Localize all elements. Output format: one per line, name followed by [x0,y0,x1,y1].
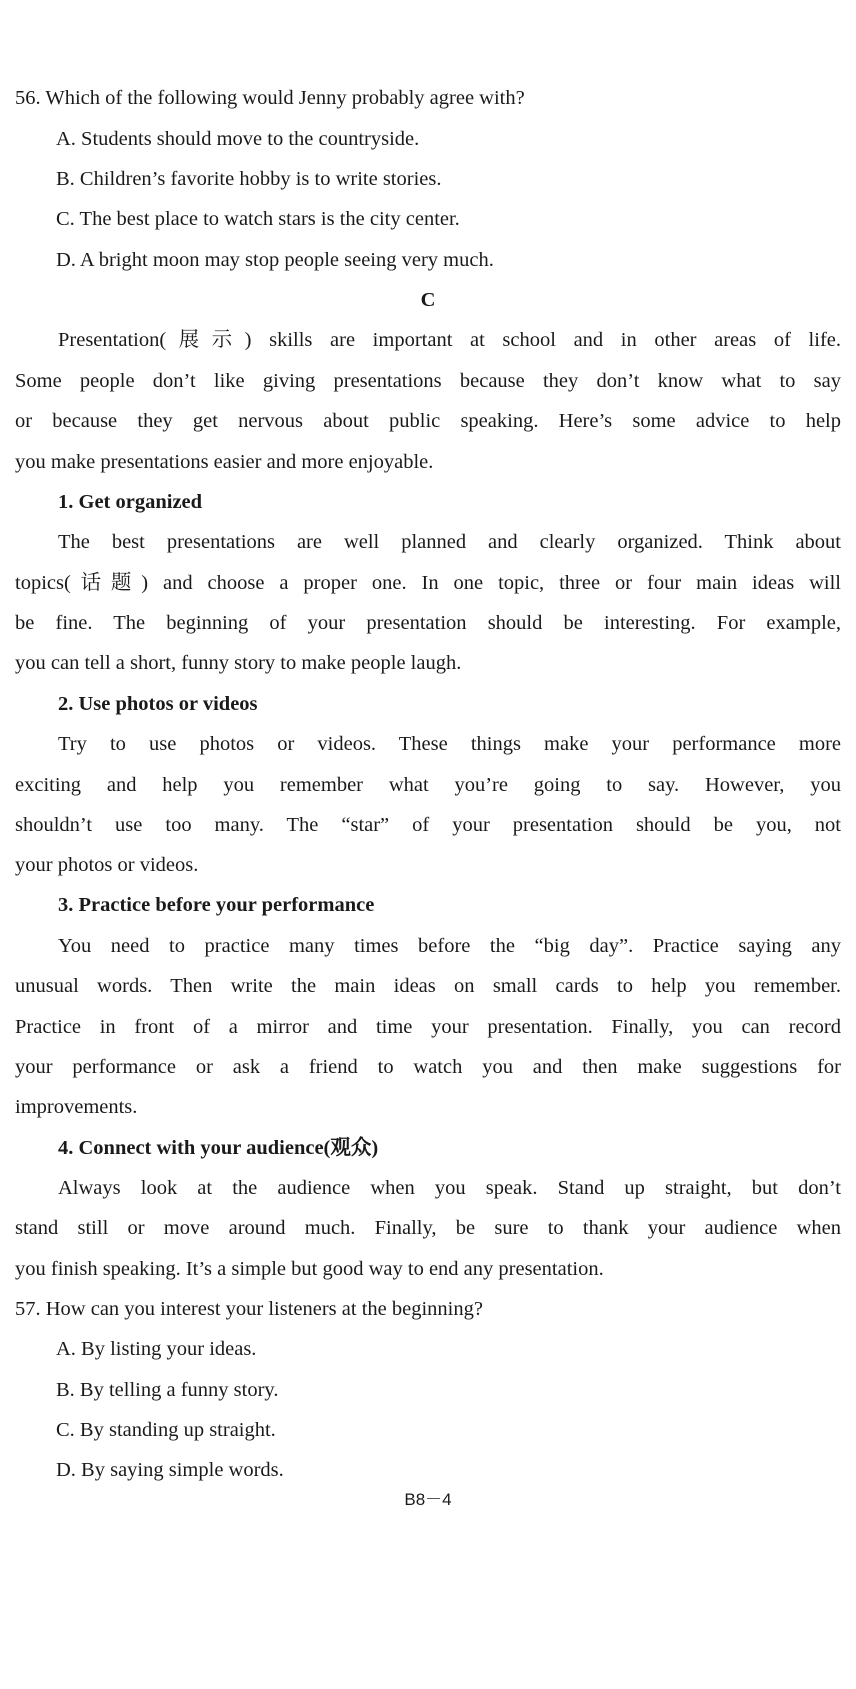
tip-heading: 4. Connect with your audience(观众) [58,1137,379,1159]
tip-heading: 1. Get organized [58,491,203,513]
intro-line: Presentation(展示) skills are important at school and in other areas of life. [58,329,841,351]
tip-line: You need to practice many times before the “big day”. Practice saying any [58,935,841,957]
tip-heading: 3. Practice before your performance [58,894,375,916]
q57-option-a: A. By listing your ideas. [56,1338,257,1360]
tip-line: Try to use photos or videos. These things make your performance more [58,733,841,755]
section-c-label: C [420,289,436,311]
tip-line: your photos or videos. [15,854,199,876]
page-number: B8－4 [404,1490,452,1509]
tip-line: Always look at the audience when you speak. Stand up straight, but don’t [58,1177,841,1199]
intro-line: Some people don’t like giving presentations because they don’t know what to say [15,370,841,392]
q56-option-d: D. A bright moon may stop people seeing very much. [56,249,494,271]
tip-line: stand still or move around much. Finally, be sure to thank your audience when [15,1217,841,1239]
q57-option-d: D. By saying simple words. [56,1459,284,1481]
intro-line: or because they get nervous about public speaking. Here’s some advice to help [15,410,841,432]
tip-line: improvements. [15,1096,138,1118]
tip-line: topics(话题) and choose a proper one. In one topic, three or four main ideas will [15,572,841,594]
question-56: 56. Which of the following would Jenny probably agree with? [15,87,525,109]
tip-line: your performance or ask a friend to watch you and then make suggestions for [15,1056,841,1078]
tip-line: shouldn’t use too many. The “star” of your presentation should be you, not [15,814,841,836]
q57-option-b: B. By telling a funny story. [56,1379,279,1401]
q56-option-c: C. The best place to watch stars is the city center. [56,208,460,230]
tip-heading: 2. Use photos or videos [58,693,258,715]
tip-line: Practice in front of a mirror and time your presentation. Finally, you can record [15,1016,841,1038]
q56-option-a: A. Students should move to the countryside. [56,128,420,150]
intro-line: you make presentations easier and more enjoyable. [15,451,434,473]
tip-line: you finish speaking. It’s a simple but good way to end any presentation. [15,1258,604,1280]
tip-line: exciting and help you remember what you’re going to say. However, you [15,774,841,796]
tip-line: you can tell a short, funny story to make people laugh. [15,652,462,674]
tip-line: The best presentations are well planned and clearly organized. Think about [58,531,841,553]
tip-line: unusual words. Then write the main ideas on small cards to help you remember. [15,975,841,997]
q57-option-c: C. By standing up straight. [56,1419,276,1441]
q56-option-b: B. Children’s favorite hobby is to write stories. [56,168,442,190]
question-57: 57. How can you interest your listeners at the beginning? [15,1298,483,1320]
tip-line: be fine. The beginning of your presentation should be interesting. For example, [15,612,841,634]
